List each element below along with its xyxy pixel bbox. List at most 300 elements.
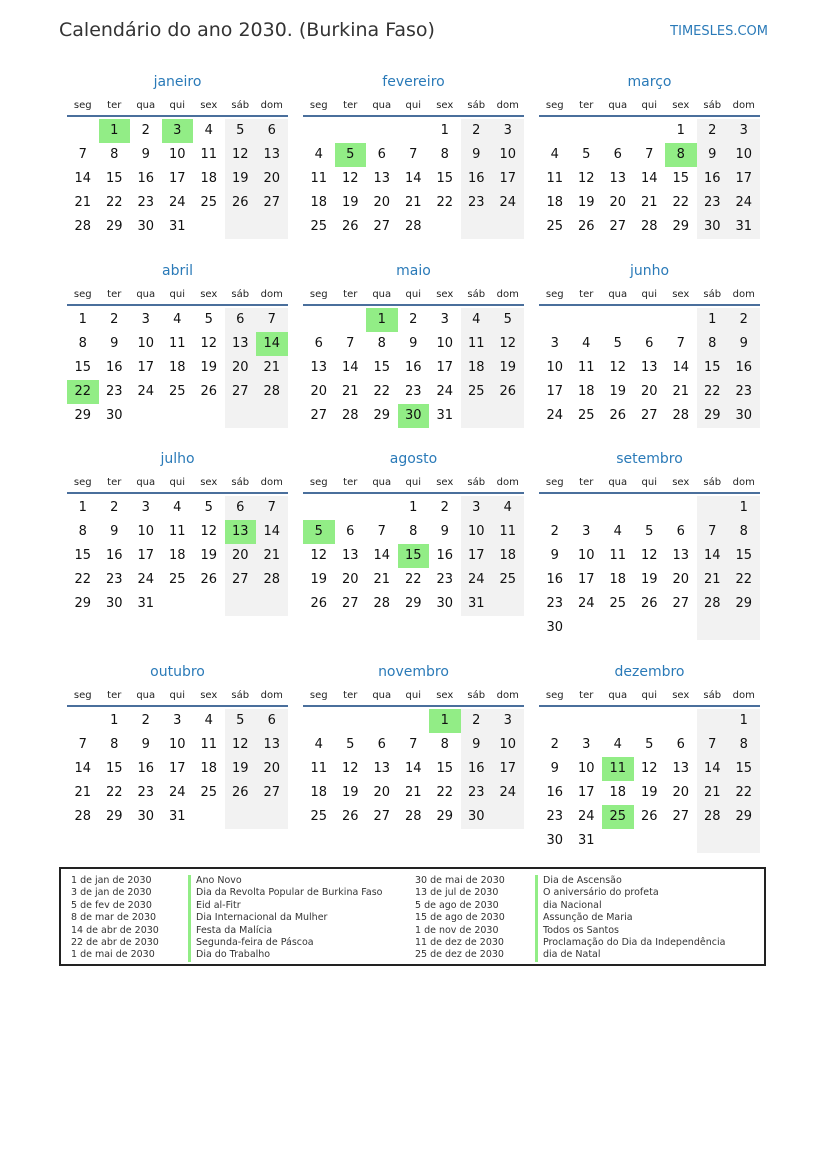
day-cell: 22 (404, 572, 422, 587)
day-cell: 20 (672, 785, 690, 800)
month-name: maio (396, 263, 431, 279)
day-cell: 13 (225, 332, 257, 356)
day-cell: 13 (256, 143, 288, 167)
day-cell: 23 (461, 781, 493, 805)
weekday-label: ter (343, 100, 358, 111)
empty-day-cell (130, 404, 162, 428)
day-cell: 29 (697, 404, 729, 428)
month-janeiro (67, 73, 288, 239)
holiday-name: O aniversário do profeta (543, 887, 659, 899)
weekday-label: seg (309, 289, 328, 300)
empty-day-cell (665, 616, 697, 640)
day-cell: 11 (168, 336, 186, 351)
day-cell: 5 (645, 737, 654, 752)
day-cell: 16 (697, 167, 729, 191)
weekday-label: sáb (231, 100, 250, 111)
site-link[interactable]: TIMESLES.COM (670, 24, 768, 39)
day-cell: 31 (728, 215, 760, 239)
holiday-date: 5 de fev de 2030 (71, 899, 152, 911)
day-cell: 29 (728, 592, 760, 616)
empty-day-cell (492, 215, 524, 239)
weekday-label: ter (343, 289, 358, 300)
day-cell: 3 (550, 336, 559, 351)
month-novembro (303, 663, 524, 829)
day-cell: 4 (204, 123, 213, 138)
weekday-label: ter (343, 690, 358, 701)
day-cell: 13 (373, 171, 391, 186)
day-cell: 15 (436, 171, 454, 186)
day-cell: 12 (640, 548, 658, 563)
day-cell: 19 (200, 548, 218, 563)
empty-day-cell (366, 496, 398, 520)
empty-day-cell (602, 616, 634, 640)
month-junho (539, 262, 760, 428)
day-cell: 14 (341, 360, 359, 375)
weekday-label: seg (545, 289, 564, 300)
day-cell: 28 (640, 219, 658, 234)
day-cell: 9 (110, 336, 119, 351)
day-grid (303, 496, 524, 616)
day-cell: 28 (256, 380, 288, 404)
day-cell: 12 (609, 360, 627, 375)
holiday-name: Ano Novo (196, 875, 242, 886)
empty-day-cell (303, 709, 335, 733)
holiday-day-cell: 8 (665, 143, 697, 167)
day-cell: 18 (492, 544, 524, 568)
day-cell: 8 (110, 737, 119, 752)
weekday-label: sáb (703, 477, 722, 488)
day-cell: 9 (409, 336, 418, 351)
weekday-label: sex (672, 477, 690, 488)
weekday-label: qua (608, 100, 628, 111)
day-grid (539, 496, 760, 640)
day-cell: 24 (546, 408, 564, 423)
day-cell: 26 (225, 191, 257, 215)
day-cell: 14 (404, 761, 422, 776)
day-cell: 13 (672, 761, 690, 776)
day-grid (539, 308, 760, 428)
weekday-label: seg (73, 100, 92, 111)
day-cell: 15 (672, 171, 690, 186)
month-outubro (67, 663, 288, 829)
weekday-label: qui (405, 289, 421, 300)
day-cell: 16 (728, 356, 760, 380)
day-cell: 11 (200, 737, 218, 752)
day-cell: 2 (461, 119, 493, 143)
day-cell: 19 (225, 167, 257, 191)
day-cell: 27 (225, 380, 257, 404)
empty-day-cell (728, 829, 760, 853)
day-cell: 27 (640, 408, 658, 423)
day-cell: 19 (577, 195, 595, 210)
day-cell: 28 (404, 809, 422, 824)
empty-day-cell (571, 308, 603, 332)
day-cell: 9 (461, 143, 493, 167)
day-cell: 7 (78, 737, 87, 752)
day-cell: 3 (582, 737, 591, 752)
day-cell: 19 (200, 360, 218, 375)
weekday-header (303, 97, 524, 117)
weekday-label: qua (136, 289, 156, 300)
day-cell: 5 (613, 336, 622, 351)
day-cell: 13 (341, 548, 359, 563)
empty-day-cell (366, 709, 398, 733)
day-cell: 19 (492, 356, 524, 380)
day-cell: 25 (492, 568, 524, 592)
day-cell: 6 (225, 496, 257, 520)
day-cell: 10 (492, 143, 524, 167)
holiday-name: Segunda-feira de Páscoa (196, 936, 314, 948)
empty-day-cell (193, 404, 225, 428)
weekday-label: qui (641, 289, 657, 300)
day-cell: 6 (613, 147, 622, 162)
month-name: novembro (378, 664, 449, 680)
day-cell: 17 (137, 360, 155, 375)
empty-day-cell (665, 308, 697, 332)
empty-day-cell (665, 496, 697, 520)
weekday-label: qua (608, 289, 628, 300)
weekday-label: seg (309, 477, 328, 488)
day-cell: 23 (546, 809, 564, 824)
day-cell: 12 (640, 761, 658, 776)
day-cell: 27 (225, 568, 257, 592)
day-cell: 2 (440, 500, 449, 515)
weekday-label: ter (343, 477, 358, 488)
page-title: Calendário do ano 2030. (Burkina Faso) (59, 19, 435, 41)
weekday-label: sex (436, 289, 454, 300)
empty-day-cell (728, 616, 760, 640)
day-cell: 14 (404, 171, 422, 186)
empty-day-cell (193, 215, 225, 239)
empty-day-cell (602, 119, 634, 143)
empty-day-cell (539, 119, 571, 143)
day-cell: 11 (200, 147, 218, 162)
day-cell: 8 (440, 147, 449, 162)
day-cell: 24 (577, 809, 595, 824)
day-cell: 18 (310, 785, 328, 800)
day-cell: 20 (640, 384, 658, 399)
weekday-label: seg (545, 100, 564, 111)
day-cell: 2 (409, 312, 418, 327)
day-cell: 25 (546, 219, 564, 234)
weekday-label: sáb (231, 477, 250, 488)
day-cell: 2 (141, 123, 150, 138)
weekday-label: ter (107, 477, 122, 488)
day-cell: 16 (105, 360, 123, 375)
weekday-label: dom (732, 289, 755, 300)
day-cell: 10 (168, 147, 186, 162)
holiday-day-cell: 22 (67, 380, 99, 404)
month-name: junho (629, 263, 670, 279)
day-cell: 23 (404, 384, 422, 399)
day-cell: 22 (105, 785, 123, 800)
day-cell: 25 (200, 195, 218, 210)
weekday-label: qui (405, 100, 421, 111)
month-name: março (627, 74, 672, 90)
empty-day-cell (67, 119, 99, 143)
weekday-header (539, 97, 760, 117)
day-cell: 18 (200, 171, 218, 186)
weekday-label: ter (107, 100, 122, 111)
day-cell: 1 (728, 496, 760, 520)
day-cell: 25 (310, 809, 328, 824)
day-cell: 14 (74, 761, 92, 776)
day-cell: 23 (105, 384, 123, 399)
weekday-header (539, 474, 760, 494)
day-cell: 16 (436, 548, 454, 563)
empty-day-cell (602, 709, 634, 733)
day-cell: 3 (141, 312, 150, 327)
day-cell: 3 (461, 496, 493, 520)
weekday-header (67, 474, 288, 494)
day-cell: 27 (373, 219, 391, 234)
day-cell: 9 (461, 733, 493, 757)
day-cell: 25 (168, 572, 186, 587)
day-cell: 21 (640, 195, 658, 210)
holiday-day-cell: 1 (366, 308, 398, 332)
weekday-label: sex (200, 690, 218, 701)
day-cell: 10 (492, 733, 524, 757)
day-cell: 21 (74, 195, 92, 210)
weekday-label: seg (73, 477, 92, 488)
month-julho (67, 450, 288, 616)
day-cell: 18 (168, 360, 186, 375)
weekday-header (67, 286, 288, 306)
empty-day-cell (492, 805, 524, 829)
day-cell: 28 (341, 408, 359, 423)
day-cell: 5 (582, 147, 591, 162)
weekday-label: ter (579, 289, 594, 300)
day-cell: 16 (546, 572, 564, 587)
day-cell: 6 (377, 737, 386, 752)
day-cell: 6 (377, 147, 386, 162)
day-cell: 25 (168, 384, 186, 399)
empty-day-cell (256, 805, 288, 829)
empty-day-cell (697, 829, 729, 853)
weekday-header (303, 687, 524, 707)
day-cell: 19 (640, 785, 658, 800)
empty-day-cell (461, 404, 493, 428)
day-cell: 3 (492, 709, 524, 733)
holiday-date: 22 de abr de 2030 (71, 936, 159, 948)
day-cell: 29 (728, 805, 760, 829)
day-cell: 4 (314, 147, 323, 162)
day-cell: 20 (225, 356, 257, 380)
weekday-label: sáb (467, 100, 486, 111)
day-cell: 9 (110, 524, 119, 539)
day-cell: 21 (697, 568, 729, 592)
day-cell: 31 (461, 592, 493, 616)
day-cell: 2 (697, 119, 729, 143)
day-cell: 25 (200, 785, 218, 800)
day-cell: 20 (310, 384, 328, 399)
holiday-date: 11 de dez de 2030 (415, 936, 504, 948)
day-cell: 13 (256, 733, 288, 757)
day-cell: 20 (256, 757, 288, 781)
day-cell: 22 (728, 781, 760, 805)
weekday-label: qui (169, 477, 185, 488)
empty-day-cell (602, 829, 634, 853)
day-cell: 12 (341, 761, 359, 776)
day-cell: 17 (492, 757, 524, 781)
empty-day-cell (225, 805, 257, 829)
day-cell: 27 (672, 596, 690, 611)
day-cell: 9 (697, 143, 729, 167)
empty-day-cell (225, 404, 257, 428)
empty-day-cell (571, 709, 603, 733)
day-cell: 30 (461, 805, 493, 829)
holiday-date: 13 de jul de 2030 (415, 887, 499, 899)
day-cell: 26 (225, 781, 257, 805)
empty-day-cell (665, 709, 697, 733)
empty-day-cell (162, 592, 194, 616)
empty-day-cell (162, 404, 194, 428)
day-cell: 4 (582, 336, 591, 351)
holiday-names-col-1 (188, 875, 382, 962)
weekday-label: sex (200, 477, 218, 488)
day-cell: 20 (225, 544, 257, 568)
weekday-label: qui (169, 289, 185, 300)
day-cell: 15 (728, 544, 760, 568)
day-cell: 30 (105, 596, 123, 611)
day-cell: 17 (577, 572, 595, 587)
holiday-name: Dia de Ascensão (543, 875, 622, 886)
empty-day-cell (193, 592, 225, 616)
weekday-label: sex (200, 289, 218, 300)
weekday-label: sex (672, 690, 690, 701)
empty-day-cell (602, 496, 634, 520)
day-cell: 15 (105, 761, 123, 776)
day-cell: 27 (310, 408, 328, 423)
day-cell: 10 (461, 520, 493, 544)
weekday-label: ter (579, 690, 594, 701)
weekday-label: seg (309, 100, 328, 111)
day-cell: 6 (256, 709, 288, 733)
holiday-dates-col-1 (71, 875, 159, 962)
month-maio (303, 262, 524, 428)
weekday-label: seg (545, 477, 564, 488)
weekday-label: qua (372, 690, 392, 701)
holiday-names-col-2 (535, 875, 725, 962)
day-cell: 8 (110, 147, 119, 162)
day-grid (303, 709, 524, 829)
day-cell: 31 (168, 809, 186, 824)
empty-day-cell (225, 592, 257, 616)
day-cell: 24 (137, 572, 155, 587)
day-cell: 22 (105, 195, 123, 210)
day-cell: 10 (168, 737, 186, 752)
day-cell: 23 (436, 572, 454, 587)
weekday-label: qui (405, 690, 421, 701)
day-cell: 1 (78, 500, 87, 515)
day-cell: 18 (461, 356, 493, 380)
day-cell: 30 (728, 404, 760, 428)
day-cell: 1 (676, 123, 685, 138)
day-cell: 13 (310, 360, 328, 375)
holiday-dates-col-2 (415, 875, 505, 962)
month-name: agosto (389, 451, 438, 467)
day-cell: 7 (697, 733, 729, 757)
weekday-label: qui (641, 100, 657, 111)
empty-day-cell (303, 496, 335, 520)
holiday-day-cell: 25 (602, 805, 634, 829)
weekday-label: sáb (703, 289, 722, 300)
day-cell: 12 (200, 336, 218, 351)
day-cell: 6 (645, 336, 654, 351)
day-cell: 8 (78, 336, 87, 351)
day-cell: 29 (74, 408, 92, 423)
weekday-label: dom (260, 100, 283, 111)
holiday-name: Dia Internacional da Mulher (196, 912, 328, 924)
day-cell: 18 (200, 761, 218, 776)
weekday-label: qui (169, 100, 185, 111)
month-name: outubro (150, 664, 205, 680)
day-cell: 18 (310, 195, 328, 210)
day-cell: 5 (204, 500, 213, 515)
weekday-label: sex (672, 100, 690, 111)
day-cell: 12 (492, 332, 524, 356)
weekday-label: qui (169, 690, 185, 701)
month-agosto (303, 450, 524, 616)
day-grid (67, 308, 288, 428)
day-cell: 4 (204, 713, 213, 728)
holiday-day-cell: 3 (162, 119, 194, 143)
holiday-name: Proclamação do Dia da Independência (543, 936, 726, 948)
holiday-day-cell: 11 (602, 757, 634, 781)
day-cell: 6 (676, 524, 685, 539)
day-cell: 24 (168, 785, 186, 800)
month-name: abril (161, 263, 193, 279)
day-cell: 15 (436, 761, 454, 776)
holiday-day-cell: 13 (225, 520, 257, 544)
weekday-label: qua (136, 690, 156, 701)
day-cell: 4 (492, 496, 524, 520)
day-cell: 24 (461, 568, 493, 592)
day-cell: 15 (74, 360, 92, 375)
day-cell: 23 (137, 785, 155, 800)
empty-day-cell (303, 308, 335, 332)
day-cell: 30 (105, 408, 123, 423)
day-grid (303, 308, 524, 428)
day-cell: 28 (74, 809, 92, 824)
day-cell: 18 (609, 572, 627, 587)
day-grid (539, 119, 760, 239)
day-cell: 16 (137, 171, 155, 186)
day-cell: 9 (141, 737, 150, 752)
day-cell: 21 (256, 356, 288, 380)
empty-day-cell (398, 119, 430, 143)
day-cell: 29 (436, 809, 454, 824)
day-cell: 11 (461, 332, 493, 356)
day-cell: 6 (314, 336, 323, 351)
holiday-date: 15 de ago de 2030 (415, 912, 505, 924)
holiday-name: Eid al-Fitr (196, 899, 241, 911)
day-cell: 2 (110, 312, 119, 327)
day-cell: 24 (577, 596, 595, 611)
weekday-label: dom (260, 690, 283, 701)
day-cell: 4 (461, 308, 493, 332)
day-cell: 1 (697, 308, 729, 332)
day-grid (303, 119, 524, 239)
holiday-day-cell: 5 (335, 143, 367, 167)
day-cell: 22 (436, 195, 454, 210)
day-cell: 10 (436, 336, 454, 351)
day-cell: 7 (377, 524, 386, 539)
day-cell: 28 (74, 219, 92, 234)
day-cell: 16 (105, 548, 123, 563)
weekday-label: dom (496, 100, 519, 111)
holiday-name: dia Nacional (543, 899, 602, 911)
